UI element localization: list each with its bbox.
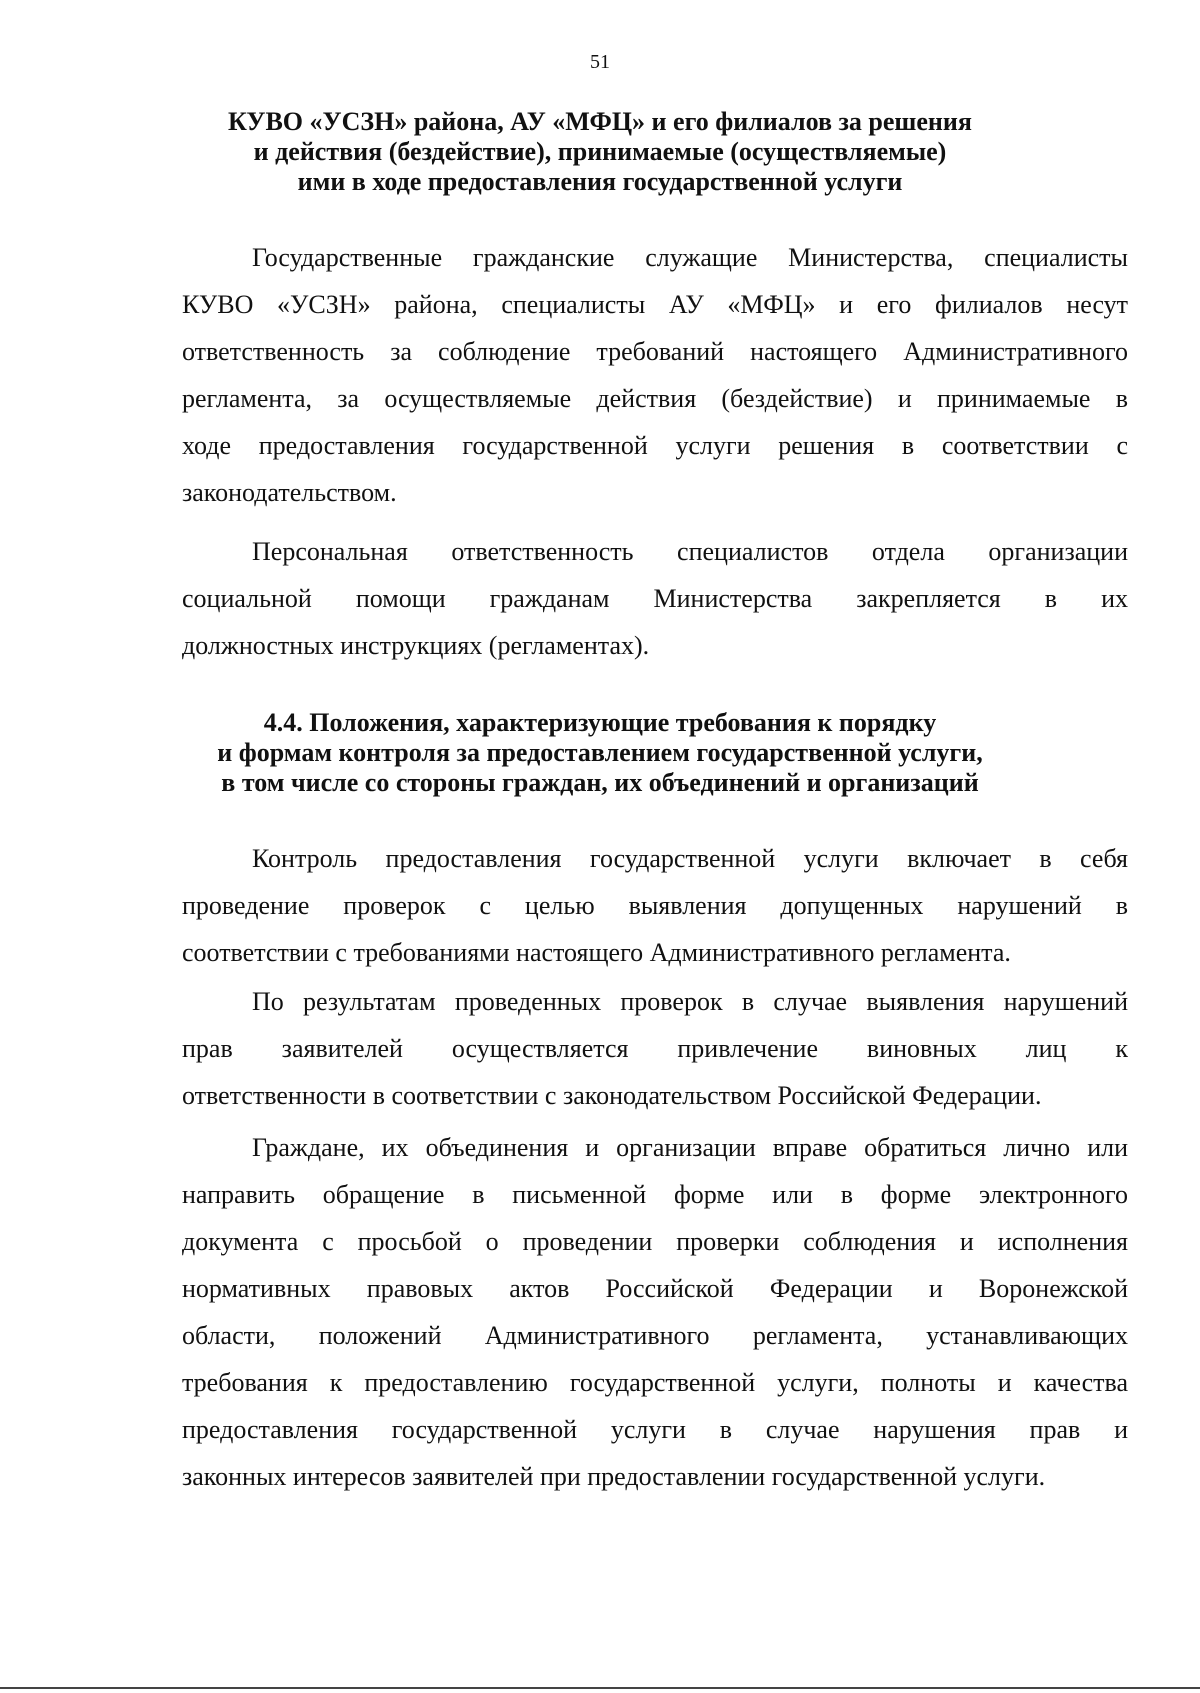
paragraph-inspection-results <box>182 978 1128 1119</box>
paragraph-civil-servants-responsibility <box>182 234 1128 516</box>
paragraph-line: ответственность за соблюдение требований настоящего Административного <box>182 337 1128 366</box>
heading-line: ими в ходе предоставления государственной услуги <box>297 167 903 196</box>
heading-line: КУВО «УСЗН» района, АУ «МФЦ» и его филиалов за решения <box>228 107 972 136</box>
paragraph-citizens-appeal <box>182 1124 1128 1500</box>
section-heading-responsibility <box>0 107 1200 197</box>
paragraph-line: социальной помощи гражданам Министерства закрепляется в их <box>182 584 1128 613</box>
section-heading-control-requirements <box>0 708 1200 798</box>
paragraph-line: требования к предоставлению государственной услуги, полноты и качества <box>182 1368 1128 1397</box>
paragraph-line: предоставления государственной услуги в случае нарушения прав и <box>182 1415 1128 1444</box>
paragraph-line: проведение проверок с целью выявления допущенных нарушений в <box>182 891 1128 920</box>
paragraph-line: По результатам проведенных проверок в случае выявления нарушений <box>252 987 1128 1016</box>
paragraph-line: Контроль предоставления государственной услуги включает в себя <box>252 844 1128 873</box>
heading-line: в том числе со стороны граждан, их объединений и организаций <box>221 768 979 797</box>
paragraph-line: ходе предоставления государственной услуги решения в соответствии с <box>182 431 1128 460</box>
paragraph-line: нормативных правовых актов Российской Федерации и Воронежской <box>182 1274 1128 1303</box>
paragraph-line: области, положений Административного регламента, устанавливающих <box>182 1321 1128 1350</box>
paragraph-control-of-service <box>182 835 1128 976</box>
paragraph-line: ответственности в соответствии с законодательством Российской Федерации. <box>182 1081 1042 1110</box>
heading-line: и действия (бездействие), принимаемые (осуществляемые) <box>253 137 947 166</box>
paragraph-line: документа с просьбой о проведении проверки соблюдения и исполнения <box>182 1227 1128 1256</box>
page-number: 51 <box>590 51 610 73</box>
heading-line: и формам контроля за предоставлением государственной услуги, <box>217 738 983 767</box>
paragraph-personal-responsibility <box>182 528 1128 669</box>
heading-line: 4.4. Положения, характеризующие требования к порядку <box>263 708 937 737</box>
paragraph-line: должностных инструкциях (регламентах). <box>182 631 650 660</box>
paragraph-line: прав заявителей осуществляется привлечение виновных лиц к <box>182 1034 1128 1063</box>
paragraph-line: Персональная ответственность специалистов отдела организации <box>252 537 1128 566</box>
paragraph-line: Государственные гражданские служащие Министерства, специалисты <box>252 243 1128 272</box>
footer-rule <box>0 1687 1200 1689</box>
paragraph-line: законодательством. <box>182 478 397 507</box>
paragraph-line: КУВО «УСЗН» района, специалисты АУ «МФЦ» и его филиалов несут <box>182 290 1128 319</box>
paragraph-line: Граждане, их объединения и организации вправе обратиться лично или <box>252 1133 1128 1162</box>
paragraph-line: соответствии с требованиями настоящего Административного регламента. <box>182 938 1011 967</box>
paragraph-line: законных интересов заявителей при предоставлении государственной услуги. <box>182 1462 1046 1491</box>
paragraph-line: направить обращение в письменной форме или в форме электронного <box>182 1180 1128 1209</box>
paragraph-line: регламента, за осуществляемые действия (бездействие) и принимаемые в <box>182 384 1128 413</box>
